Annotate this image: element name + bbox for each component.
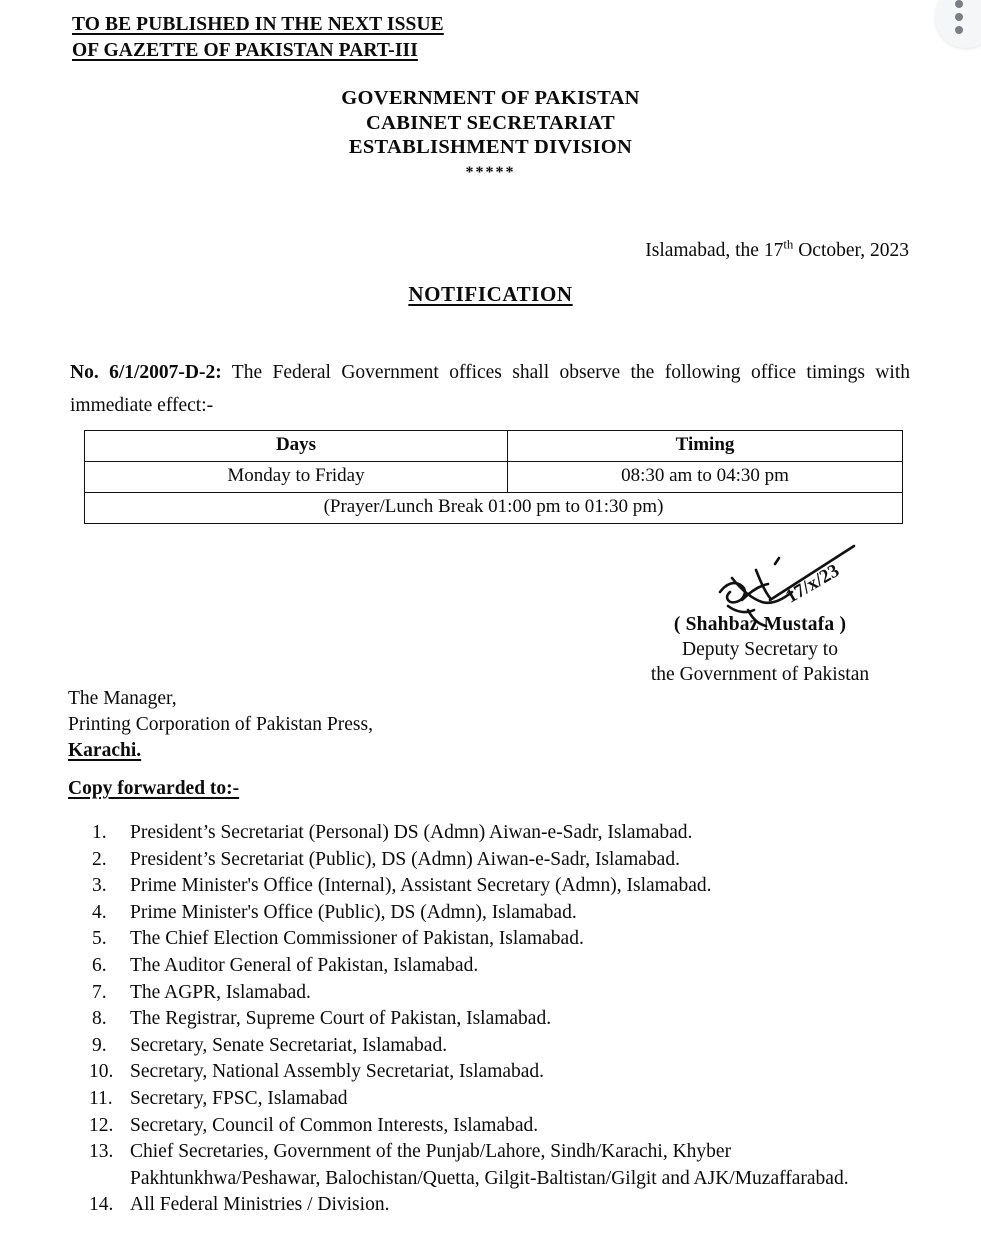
org-line-government: GOVERNMENT OF PAKISTAN <box>341 87 640 109</box>
list-item <box>92 926 892 953</box>
addressee-line-1: The Manager, <box>68 688 177 709</box>
list-item-text: The Chief Election Commissioner of Pakistan, Islamabad. <box>130 928 584 950</box>
list-item-text: Prime Minister's Office (Internal), Assistant Secretary (Admn), Islamabad. <box>130 875 712 897</box>
dateline-prefix: Islamabad, the 17 <box>645 240 784 261</box>
list-item-text: Secretary, National Assembly Secretariat, Islamabad. <box>130 1061 545 1083</box>
list-item-text: The AGPR, Islamabad. <box>130 981 311 1003</box>
org-line-secretariat: CABINET SECRETARIAT <box>366 111 615 134</box>
org-line-division: ESTABLISHMENT DIVISION <box>348 136 633 158</box>
list-item <box>89 1086 892 1113</box>
list-item-number: 13. <box>89 1141 114 1163</box>
list-item-number: 3. <box>92 875 107 897</box>
gazette-note-line-2: OF GAZETTE OF PAKISTAN PART-III <box>72 40 418 61</box>
table-header-days: Days <box>85 431 508 462</box>
list-item-number: 8. <box>92 1008 107 1030</box>
list-item-number: 1. <box>92 822 107 843</box>
list-item-number: 10. <box>89 1061 114 1083</box>
list-item <box>89 1059 892 1086</box>
list-item-number: 7. <box>92 981 107 1003</box>
list-item-text: The Registrar, Supreme Court of Pakistan, Islamabad. <box>130 1008 552 1030</box>
office-timings-table-wrapper <box>84 430 884 524</box>
signature-date-text: 17/x/23 <box>782 560 843 608</box>
list-item <box>92 873 892 900</box>
list-item-number: 4. <box>92 901 107 923</box>
office-timings-table <box>84 430 903 524</box>
list-item-number: 11. <box>89 1087 113 1109</box>
list-item-text: Secretary, Senate Secretariat, Islamabad. <box>130 1034 448 1056</box>
more-options-dot-icon <box>955 0 963 8</box>
more-options-button[interactable] <box>935 0 981 48</box>
list-item-number: 9. <box>92 1034 107 1056</box>
distribution-list <box>89 820 892 1219</box>
table-cell-break-note: (Prayer/Lunch Break 01:00 pm to 01:30 pm) <box>85 493 903 524</box>
dateline-ordinal-suffix: th <box>783 237 794 252</box>
list-item-number: 6. <box>92 954 107 976</box>
list-item <box>92 820 892 847</box>
addressee-block <box>68 686 373 764</box>
dateline <box>645 238 909 264</box>
list-item <box>92 847 892 874</box>
reference-number: No. 6/1/2007-D-2: <box>70 361 222 383</box>
gazette-publication-note <box>72 12 444 64</box>
list-item <box>92 900 892 927</box>
list-item-text: Chief Secretaries, Government of the Punjab/Lahore, Sindh/Karachi, Khyber Pakhtunkhwa/Peshawar, Balochistan/Quetta, Gilgit-Baltistan/Gilgit and AJK/Muzaffarabad. <box>130 1141 849 1189</box>
list-item <box>92 953 892 980</box>
list-item <box>89 1113 892 1140</box>
page-title-text: NOTIFICATION <box>408 282 573 306</box>
body-paragraph <box>70 356 910 422</box>
asterisk-separator: ***** <box>465 163 516 181</box>
list-item <box>89 1139 892 1192</box>
body-paragraph-text: The Federal Government offices shall observe the following office timings with immediate effect:- <box>70 361 910 416</box>
gazette-note-line-1: TO BE PUBLISHED IN THE NEXT ISSUE <box>72 14 444 35</box>
table-row <box>85 462 903 493</box>
list-item-number: 5. <box>92 928 107 950</box>
copy-forwarded-heading <box>68 778 239 800</box>
table-cell-days: Monday to Friday <box>85 462 508 493</box>
list-item-text: All Federal Ministries / Division. <box>130 1194 390 1216</box>
list-item <box>89 1192 892 1219</box>
page-title <box>0 282 981 307</box>
dateline-suffix: October, 2023 <box>793 240 909 261</box>
list-item-number: 12. <box>89 1114 114 1136</box>
table-break-row <box>85 493 903 524</box>
list-item <box>92 1033 892 1060</box>
organization-heading <box>0 86 981 185</box>
signatory-role-line-1: Deputy Secretary to <box>682 639 838 660</box>
table-header-timing: Timing <box>508 431 903 462</box>
more-options-dot-icon <box>955 26 963 34</box>
more-options-dot-icon <box>955 13 963 21</box>
signatory-name: ( Shahbaz Mustafa ) <box>673 614 847 635</box>
signature-block <box>600 612 920 687</box>
signatory-role-line-2: the Government of Pakistan <box>650 664 870 685</box>
list-item-text: Prime Minister's Office (Public), DS (Admn), Islamabad. <box>130 901 577 923</box>
table-header-row <box>85 431 903 462</box>
list-item-text: Secretary, FPSC, Islamabad <box>130 1087 348 1109</box>
list-item-number: 2. <box>92 848 107 870</box>
copy-forwarded-heading-text: Copy forwarded to:- <box>68 778 240 799</box>
list-item-text: Secretary, Council of Common Interests, Islamabad. <box>130 1114 539 1136</box>
list-item <box>92 980 892 1007</box>
list-item-text: President’s Secretariat (Public), DS (Admn) Aiwan-e-Sadr, Islamabad. <box>130 848 680 870</box>
list-item-text: President’s Secretariat (Personal) DS (Admn) Aiwan-e-Sadr, Islamabad. <box>130 822 693 843</box>
list-item-number: 14. <box>89 1194 114 1216</box>
list-item-text: The Auditor General of Pakistan, Islamabad. <box>130 954 479 976</box>
addressee-line-2: Printing Corporation of Pakistan Press, <box>68 714 373 735</box>
table-cell-timing: 08:30 am to 04:30 pm <box>508 462 903 493</box>
list-item <box>92 1006 892 1033</box>
addressee-city: Karachi. <box>68 740 142 761</box>
